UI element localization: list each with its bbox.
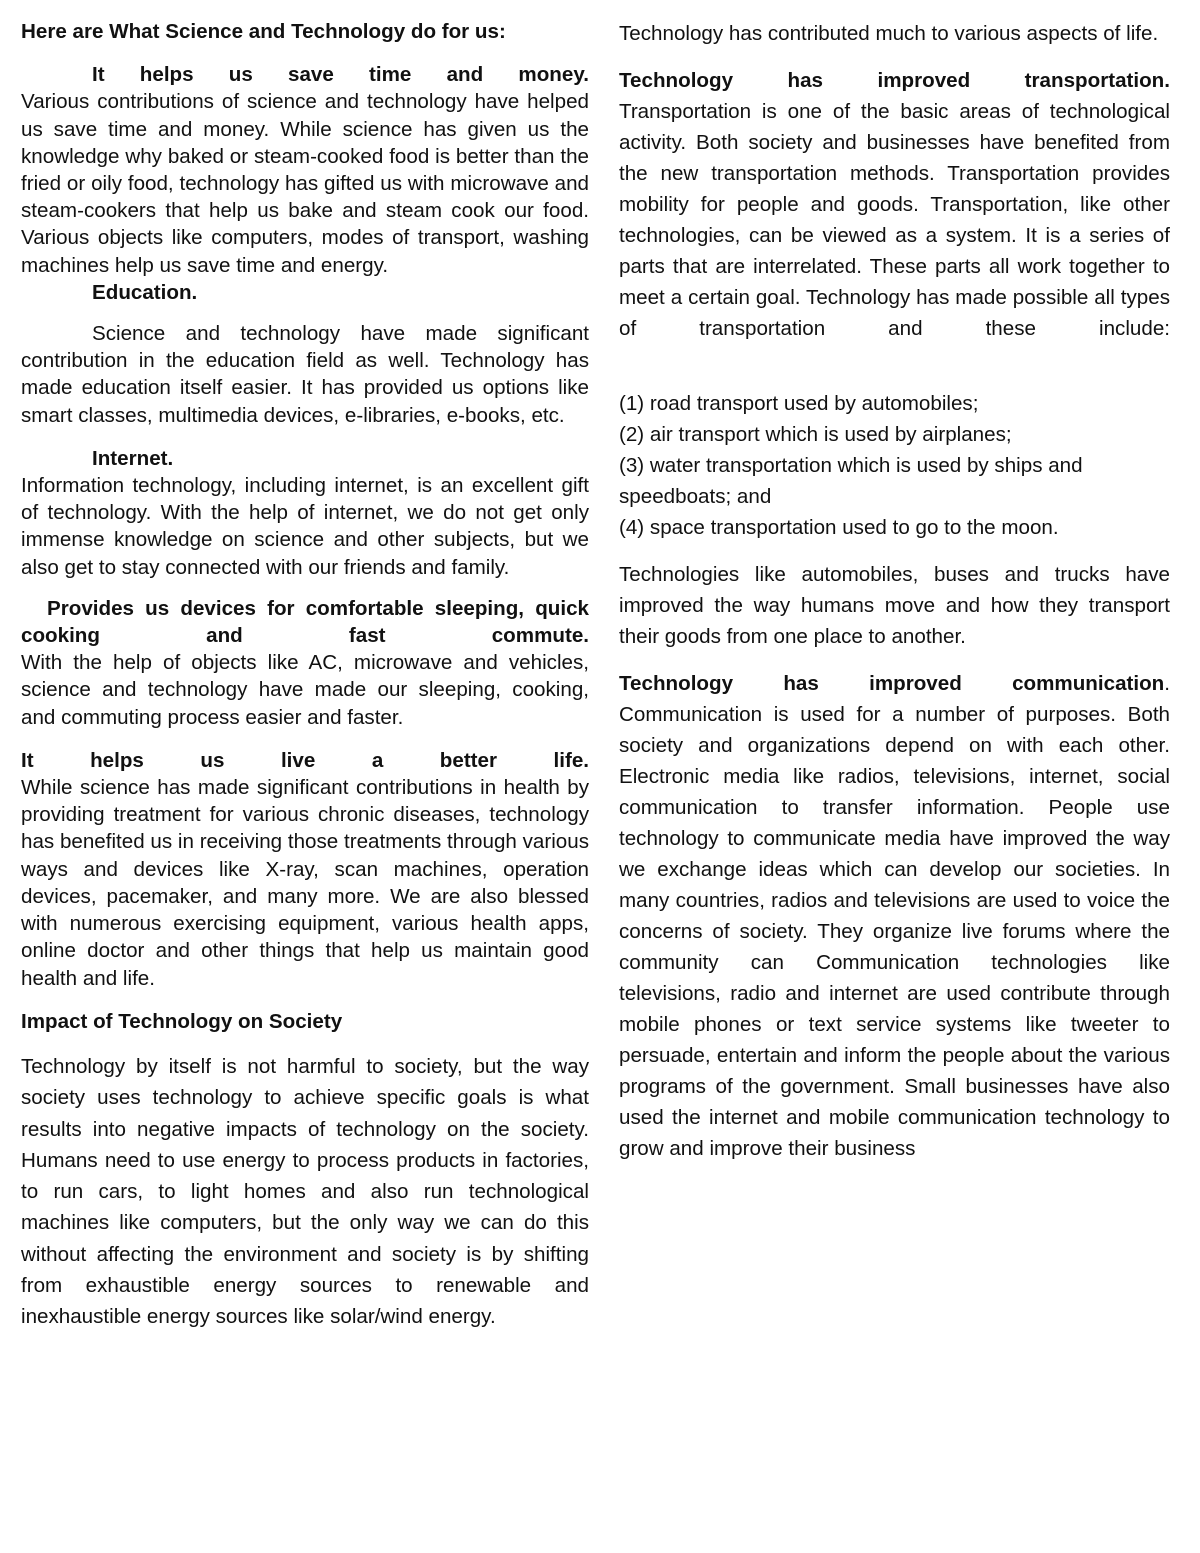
transport-body: Transportation is one of the basic areas of technological activity. Both society and businesses have benefited from the new transportation methods. Transportation provides mobility for people and goods. Transportation, like other technologies, can be viewed as a system. It is a series of parts that are interrelated. These parts all work together to meet a certain goal. Technology has made possible all types of transportation and these include: [619,100,1170,340]
intro-text: Technology has contributed much to various aspects of life. [619,22,1159,45]
save-time-body: Various contributions of science and technology have helped us save time and money. While science has given us the knowledge why baked or steam-cooked food is better than the fried or oily food, technology has gifted us with microwave and steam-cookers that help us bake and steam cook our food. Various objects like computers, modes of transport, washing machines help us save time and energy. [21,90,589,277]
communication-body: Communication is used for a number of purposes. Both society and organizations depend on with each other. Electronic media like radios, televisions, internet, social communication to transfer information. People use technology to communicate media have improved the way we exchange ideas which can develop our societies. In many countries, radios and televisions are used to voice the concerns of society. They organize live forums where the community can Communication technologies like televisions, radio and internet are used contribute through mobile phones or text service systems like tweeter to persuade, entertain and inform the people about the various programs of the government. Small businesses have also used the internet and mobile communication technology to grow and improve their business [619,703,1170,1160]
list-item: (4) space transportation used to go to the moon. [619,516,1059,539]
list-item: (3) water transportation which is used by ships and speedboats; and [619,454,1083,508]
communication-heading: Technology has improved communication [619,672,1165,695]
better-life-body: While science has made significant contributions in health by providing treatment for various chronic diseases, technology has benefited us in receiving those treatments through various ways and devices like X-ray, scan machines, operation devices, pacemaker, and many more. We are also blessed with numerous exercising equipment, various health apps, online doctor and other things that help us maintain good health and life. [21,776,589,990]
save-time-heading: It helps us save time and money. [92,63,589,87]
transport-closing: Technologies like automobiles, buses and trucks have improved the way humans move and how they transport their goods from one place to another. [619,563,1170,648]
communication-heading-period: . [1164,672,1170,695]
left-column [21,18,589,1333]
list-item: (2) air transport which is used by airplanes; [619,423,1012,446]
communication-heading-line [619,668,1170,699]
devices-body: With the help of objects like AC, microwave and vehicles, science and technology have made our sleeping, cooking, and commuting process easier and faster. [21,651,589,729]
internet-heading: Internet. [92,446,174,470]
internet-body: Information technology, including internet, is an excellent gift of technology. With the help of internet, we do not get only immense knowledge on science and other subjects, but we also get to stay connected with our friends and family. [21,474,589,579]
devices-heading: Provides us devices for comfortable sleeping, quick cooking and fast commute. [21,596,589,648]
impact-heading: Impact of Technology on Society [21,1009,343,1033]
impact-body: Technology by itself is not harmful to society, but the way society uses technology to achieve specific goals is what results into negative impacts of technology on the society. Humans need to use energy to process products in factories, to run cars, to light homes and also run technological machines like computers, but the only way we can do this without affecting the environment and society is by shifting from exhaustible energy sources to renewable and inexhaustible energy sources like solar/wind energy. [21,1054,589,1329]
document-title: Here are What Science and Technology do for us: [21,20,506,43]
transport-heading: Technology has improved transportation. [619,69,1170,92]
education-body: Science and technology have made significant contribution in the education field as well. Technology has made education itself easier. It has provided us options like smart classes, multimedia devices, e-libraries, e-books, etc. [21,322,589,427]
education-heading: Education. [92,280,198,304]
list-item: (1) road transport used by automobiles; [619,392,979,415]
better-life-heading: It helps us live a better life. [21,748,589,772]
right-column [619,18,1170,1164]
transport-list [619,388,1170,543]
